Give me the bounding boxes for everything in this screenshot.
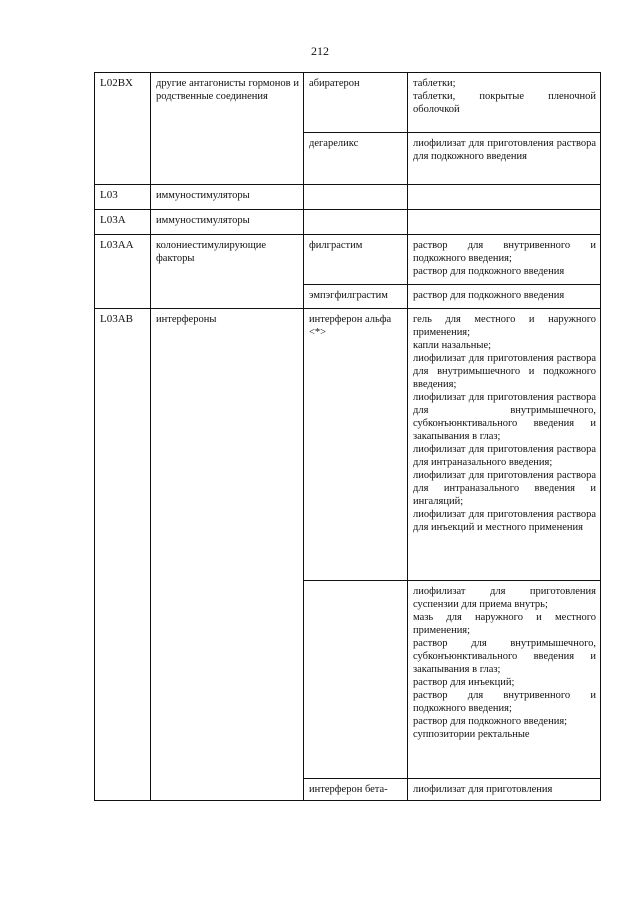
dosage-form-line: таблетки; (413, 78, 456, 89)
atc-code: L03A (95, 210, 151, 235)
drug-name (304, 185, 408, 210)
table-row (95, 235, 601, 285)
dosage-form-line: раствор для инъекций; (413, 677, 515, 688)
atc-code: L02BX (95, 73, 151, 133)
dosage-form-line: лиофилизат для приготовления раствора для интраназального введения; (413, 444, 596, 468)
table-row (95, 779, 601, 801)
drug-name: интерферон бета- (304, 779, 408, 801)
drug-name: абиратерон (304, 73, 408, 133)
drug-name: эмпэгфилграстим (304, 285, 408, 309)
drug-name: дегареликс (304, 133, 408, 185)
atc-code-continued (95, 285, 151, 309)
dosage-forms (408, 309, 601, 581)
dosage-form-line: капли назальные; (413, 340, 492, 351)
dosage-form-line: лиофилизат для приготовления раствора для внутримышечного и подкожного введения; (413, 353, 596, 390)
dosage-form-line: суппозитории ректальные (413, 729, 530, 740)
dosage-form-line: лиофилизат для приготовления раствора для подкожного введения (413, 138, 596, 162)
pharmacological-group: колониестимулирующие факторы (151, 235, 304, 285)
drug-name: интерферон альфа <*> (304, 309, 408, 581)
atc-code-continued (95, 779, 151, 801)
atc-code-continued (95, 133, 151, 185)
dosage-forms (408, 285, 601, 309)
dosage-form-line: таблетки, покрытые пленочной оболочкой (413, 91, 596, 115)
drug-name (304, 581, 408, 779)
atc-code: L03AA (95, 235, 151, 285)
pharmacological-group-continued (151, 133, 304, 185)
dosage-form-line: гель для местного и наружного применения; (413, 314, 596, 338)
dosage-forms (408, 235, 601, 285)
dosage-form-line: раствор для подкожного введения (413, 290, 565, 301)
drug-name: филграстим (304, 235, 408, 285)
page-number: 212 (311, 44, 329, 58)
dosage-form-line: лиофилизат для приготовления (413, 784, 553, 795)
dosage-form-line: раствор для подкожного введения; (413, 716, 568, 727)
dosage-form-line: раствор для внутривенного и подкожного введения; (413, 240, 596, 264)
table-row (95, 309, 601, 581)
atc-code: L03AB (95, 309, 151, 581)
table-row (95, 285, 601, 309)
dosage-form-line: раствор для внутривенного и подкожного введения; (413, 690, 596, 714)
table-row (95, 73, 601, 133)
dosage-forms (408, 133, 601, 185)
pharmacological-group: интерфероны (151, 309, 304, 581)
drug-name (304, 210, 408, 235)
table-row (95, 581, 601, 779)
pharmacological-group-continued (151, 581, 304, 779)
atc-code-continued (95, 581, 151, 779)
pharmacological-group-continued (151, 285, 304, 309)
table-row (95, 133, 601, 185)
dosage-form-line: мазь для наружного и местного применения; (413, 612, 596, 636)
dosage-forms (408, 581, 601, 779)
dosage-forms (408, 210, 601, 235)
drug-table (94, 72, 601, 801)
dosage-forms (408, 779, 601, 801)
dosage-forms (408, 185, 601, 210)
dosage-form-line: лиофилизат для приготовления раствора для внутримышечного, субконъюнктивального введения и закапывания в глаз; (413, 392, 596, 442)
table-row (95, 185, 601, 210)
atc-code: L03 (95, 185, 151, 210)
pharmacological-group-continued (151, 779, 304, 801)
dosage-form-line: лиофилизат для приготовления суспензии для приема внутрь; (413, 586, 596, 610)
dosage-form-line: раствор для внутримышечного, субконъюнктивального введения и закапывания в глаз; (413, 638, 596, 675)
dosage-form-line: раствор для подкожного введения (413, 266, 565, 277)
dosage-forms (408, 73, 601, 133)
pharmacological-group: другие антагонисты гормонов и родственные соединения (151, 73, 304, 133)
pharmacological-group: иммуностимуляторы (151, 210, 304, 235)
dosage-form-line: лиофилизат для приготовления раствора для инъекций и местного применения (413, 509, 596, 533)
pharmacological-group: иммуностимуляторы (151, 185, 304, 210)
table-row (95, 210, 601, 235)
dosage-form-line: лиофилизат для приготовления раствора для интраназального введения и ингаляций; (413, 470, 596, 507)
